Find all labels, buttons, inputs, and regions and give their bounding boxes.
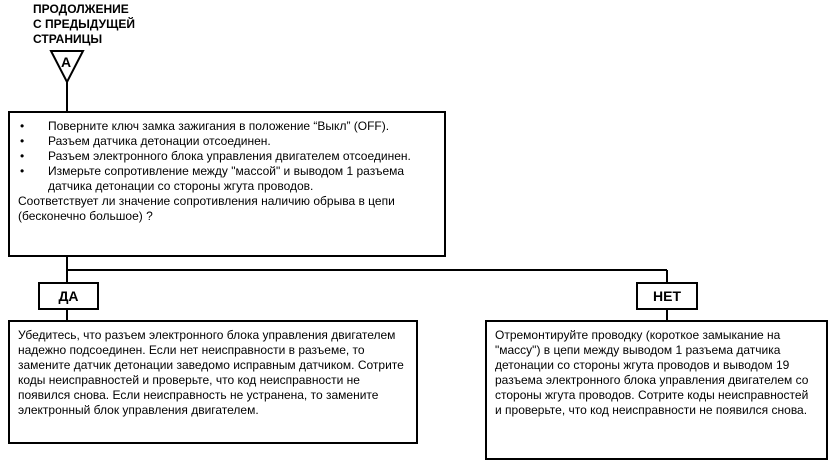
step-item: • Измерьте сопротивление между "массой" и выводом 1 разъема датчика детонации со стороны жгута проводов. (20, 164, 405, 193)
heading-line-2: С ПРЕДЫДУЩЕЙ (33, 17, 135, 31)
yes-action-box (8, 320, 418, 444)
heading-line-3: СТРАНИЦЫ (33, 32, 103, 46)
offpage-connector-label: A (60, 54, 72, 70)
heading-line-1: ПРОДОЛЖЕНИЕ (33, 2, 129, 16)
step-question: Соответствует ли значение сопротивления наличию обрыва в цепи (бесконечно большое) ? (18, 194, 395, 223)
bullet-icon: • (20, 134, 25, 148)
step-item: • Разъем датчика детонации отсоединен. (20, 134, 271, 148)
no-action-text: Отремонтируйте проводку (короткое замыкание на "массу") в цепи между выводом 1 разъема датчика детонации со стороны жгута проводов и выводом 19 разъема электронного блока управления двигателем со стороны жгута проводов. Сотрите коды неисправностей и проверьте, что код неисправности не появился снова. (495, 328, 809, 417)
yes-action-text: Убедитесь, что разъем электронного блока управления двигателем надежно подсоединен. Если нет неисправности в разъеме, то замените датчик детонации заведомо исправным датчиком. Сотрите коды неисправностей и проверьте, что код неисправности не появился снова. Если неисправность не устранена, то замените электронный блок управления двигателем. (18, 328, 404, 417)
bullet-icon: • (20, 149, 25, 163)
no-label: НЕТ (636, 282, 698, 310)
check-step-box (8, 111, 446, 257)
step-item: • Разъем электронного блока управления двигателем отсоединен. (20, 149, 411, 163)
bullet-icon: • (20, 119, 25, 133)
no-action-box (485, 320, 828, 460)
bullet-icon: • (20, 164, 25, 178)
step-item: • Поверните ключ замка зажигания в положение “Выкл” (OFF). (20, 119, 390, 133)
step-list (18, 119, 436, 194)
yes-label: ДА (38, 282, 99, 310)
